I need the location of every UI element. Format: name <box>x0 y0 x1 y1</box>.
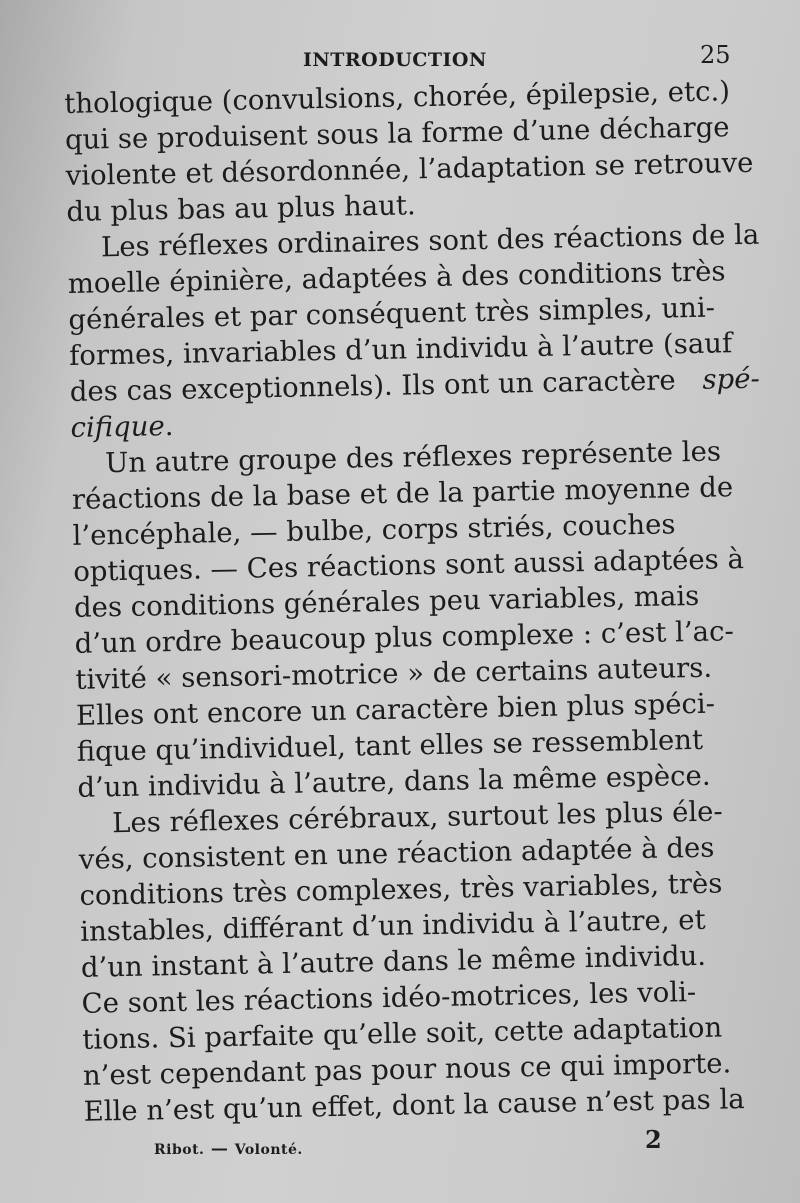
footer-dash: — <box>210 1139 229 1159</box>
period: . <box>164 409 174 443</box>
page-number: 25 <box>700 41 731 69</box>
text-line: Elle n’est qu’un effet, dont la cause n’est pas la <box>83 1083 745 1128</box>
text-line: Elles ont encore un caractère bien plus spéci- <box>75 687 716 732</box>
running-title: INTRODUCTION <box>303 49 487 71</box>
footer-work-title: Volonté. <box>234 1142 303 1158</box>
paragraph-start: Un autre groupe des réflexes représente les <box>104 435 722 480</box>
text-line: violente et désordonnée, l’adaptation se retrouve <box>65 146 754 192</box>
text-line: instables, différant d’un individu à l’autre, et <box>79 903 706 948</box>
paragraph-start: Les réflexes cérébraux, surtout les plus éle- <box>111 795 723 840</box>
text-line: tivité « sensori-motrice » de certains auteurs. <box>75 651 713 696</box>
signature-mark: 2 <box>645 1125 662 1154</box>
text-line: tions. Si parfaite qu’elle soit, cette adaptation <box>82 1011 723 1056</box>
italic-word-part: cifique <box>70 410 165 444</box>
footer-signature <box>154 1139 303 1159</box>
text-line: conditions très complexes, très variables, très <box>79 867 723 912</box>
italic-word-part: spé- <box>702 362 761 396</box>
text-line: des conditions générales peu variables, mais <box>73 579 700 624</box>
text-line: thologique (convulsions, chorée, épilepsie, etc.) <box>64 75 731 120</box>
text-segment: des cas exceptionnels). Ils ont un caractère <box>69 364 676 408</box>
footer-author: Ribot. <box>154 1142 205 1158</box>
text-line: du plus bas au plus haut. <box>66 189 416 228</box>
text-line: d’un ordre beaucoup plus complexe : c’est l’ac- <box>74 615 735 660</box>
text-line: qui se produisent sous la forme d’une décharge <box>64 111 730 156</box>
text-line: formes, invariables d’un individu à l’autre (sauf <box>68 327 733 372</box>
text-line: réactions de la base et de la partie moyenne de <box>71 471 734 516</box>
text-line: d’un instant à l’autre dans le même individu. <box>80 939 707 984</box>
text-line: générales et par conséquent très simples, uni- <box>68 291 716 336</box>
text-line: l’encéphale, — bulbe, corps striés, couches <box>72 508 676 552</box>
text-line: n’est cependant pas pour nous ce qui importe. <box>82 1047 732 1092</box>
text-line: moelle épinière, adaptées à des conditions très <box>67 255 726 300</box>
body-text <box>64 73 774 1130</box>
text-line: vés, consistent en une réaction adaptée à des <box>78 831 715 876</box>
paragraph-start: Les réflexes ordinaires sont des réactions de la <box>100 218 760 264</box>
text-line: Ce sont les réactions idéo-motrices, les voli- <box>81 976 697 1020</box>
text-line: optiques. — Ces réactions sont aussi adaptées à <box>73 543 745 588</box>
text-line: d’un individu à l’autre, dans la même espèce. <box>77 759 711 804</box>
text-line: fique qu’individuel, tant elles se ressemblent <box>76 723 704 768</box>
